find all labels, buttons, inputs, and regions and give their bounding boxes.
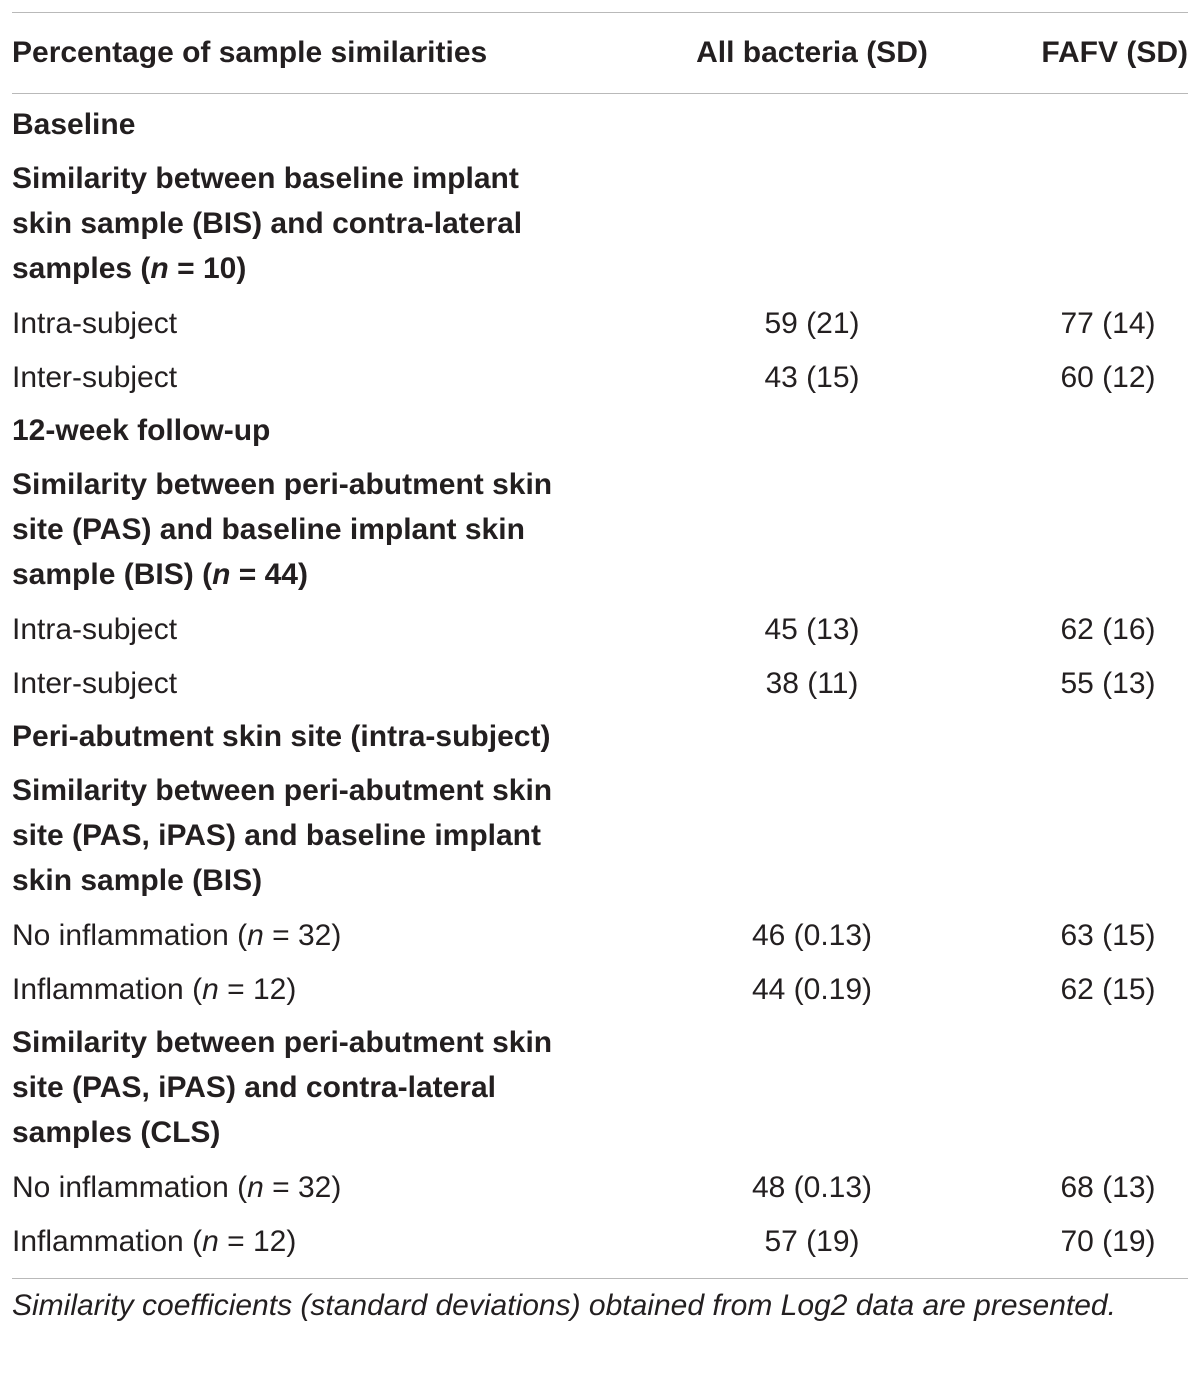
cell-fafv: 62 (15) <box>1060 972 1156 1006</box>
table-row <box>12 908 1188 962</box>
section-row <box>12 458 1188 602</box>
table-row <box>12 1214 1188 1268</box>
cell-all-bacteria: 46 (0.13) <box>751 918 873 952</box>
section-heading-text: Similarity between peri-abutment skin site (PAS, iPAS) and contra-lateral samples (CLS) <box>12 1026 553 1149</box>
cell-fafv: 68 (13) <box>1060 1170 1156 1204</box>
bottom-rule <box>12 1278 1188 1279</box>
table-row <box>12 350 1188 404</box>
row-label: Inter-subject <box>12 360 178 394</box>
section-row <box>12 1016 1188 1160</box>
section-heading <box>12 768 612 903</box>
table-header <box>12 13 1188 93</box>
cell-fafv: 60 (12) <box>1060 360 1156 394</box>
section-row <box>12 152 1188 296</box>
section-heading <box>12 1020 612 1155</box>
section-row <box>12 764 1188 908</box>
cell-all-bacteria: 48 (0.13) <box>751 1170 873 1204</box>
header-all-bacteria: All bacteria (SD) <box>696 36 928 69</box>
section-heading-text: Similarity between baseline implant skin sample (BIS) and contra-lateral samples (n = 10) <box>12 162 523 285</box>
row-label: Intra-subject <box>12 306 178 340</box>
cell-all-bacteria: 59 (21) <box>764 306 860 340</box>
table-body <box>12 94 1188 1268</box>
section-heading-text: Similarity between peri-abutment skin site (PAS) and baseline implant skin sample (BIS) (n = 44) <box>12 468 553 591</box>
row-label: Inter-subject <box>12 666 178 700</box>
row-label: Inflammation (n = 12) <box>12 972 297 1006</box>
section-heading-text: 12-week follow-up <box>12 414 271 447</box>
section-heading <box>12 156 612 291</box>
row-label: Intra-subject <box>12 612 178 646</box>
section-row <box>12 98 1188 152</box>
section-row <box>12 404 1188 458</box>
table-row <box>12 296 1188 350</box>
table-row <box>12 602 1188 656</box>
similarity-table <box>12 12 1188 1323</box>
section-heading <box>12 102 612 147</box>
cell-all-bacteria: 45 (13) <box>764 612 860 646</box>
cell-fafv: 77 (14) <box>1060 306 1156 340</box>
cell-all-bacteria: 44 (0.19) <box>751 972 873 1006</box>
cell-all-bacteria: 38 (11) <box>765 666 859 700</box>
table-row <box>12 656 1188 710</box>
section-heading-text: Baseline <box>12 108 136 141</box>
section-heading-text: Peri-abutment skin site (intra-subject) <box>12 720 551 753</box>
table-footnote: Similarity coefficients (standard deviations) obtained from Log2 data are presented. <box>12 1289 1116 1322</box>
row-label: Inflammation (n = 12) <box>12 1224 297 1258</box>
header-fafv: FAFV (SD) <box>1041 36 1188 69</box>
table-row <box>12 1160 1188 1214</box>
table-row <box>12 962 1188 1016</box>
section-heading-text: Similarity between peri-abutment skin site (PAS, iPAS) and baseline implant skin sample (BIS) <box>12 774 553 897</box>
cell-fafv: 62 (16) <box>1060 612 1156 646</box>
row-label: No inflammation (n = 32) <box>12 918 342 952</box>
cell-all-bacteria: 43 (15) <box>764 360 860 394</box>
header-label: Percentage of sample similarities <box>12 36 488 69</box>
section-heading <box>12 714 612 759</box>
section-heading <box>12 408 612 453</box>
cell-fafv: 55 (13) <box>1060 666 1156 700</box>
cell-fafv: 63 (15) <box>1060 918 1156 952</box>
row-label: No inflammation (n = 32) <box>12 1170 342 1204</box>
cell-all-bacteria: 57 (19) <box>764 1224 860 1258</box>
section-heading <box>12 462 612 597</box>
cell-fafv: 70 (19) <box>1060 1224 1156 1258</box>
section-row <box>12 710 1188 764</box>
